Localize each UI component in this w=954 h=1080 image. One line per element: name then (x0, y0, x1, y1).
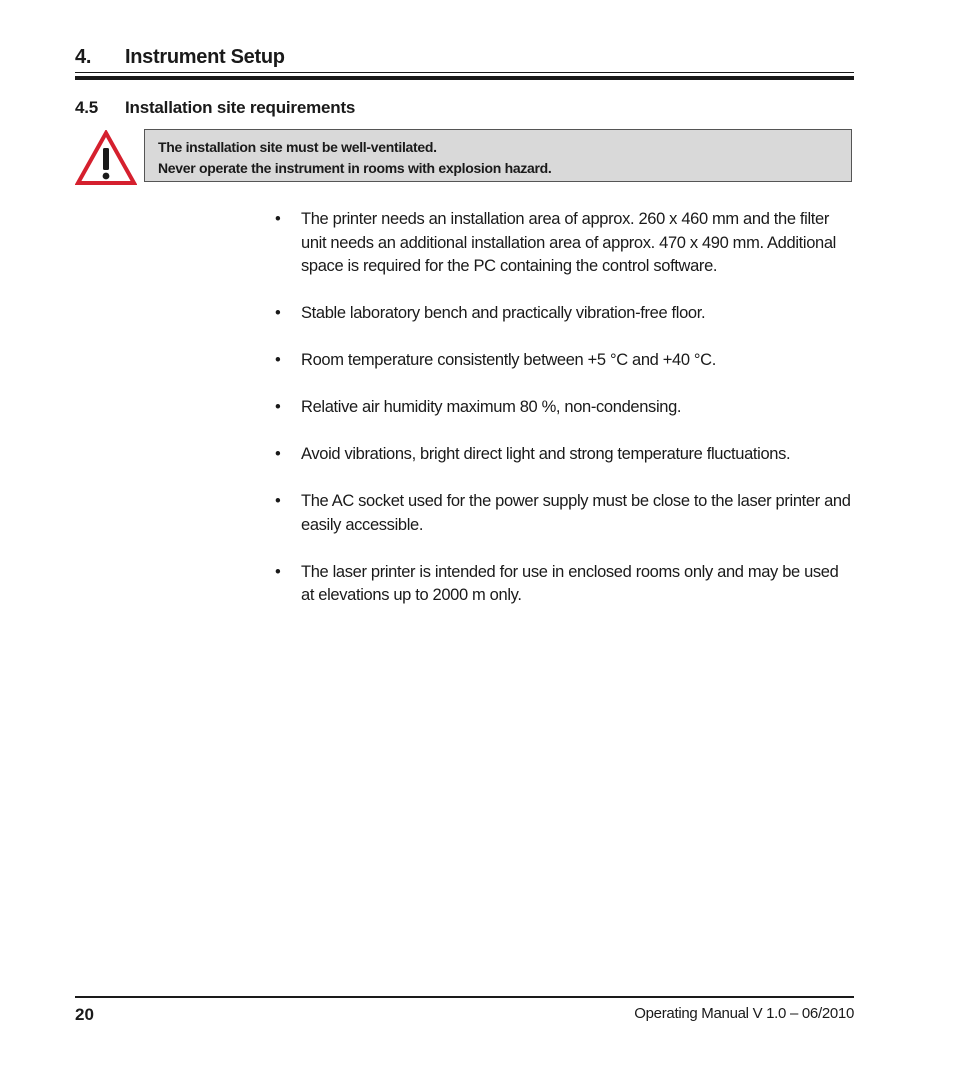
list-item (275, 490, 855, 537)
list-item-text: The laser printer is intended for use in enclosed rooms only and may be used at elevations up to 2000 m only. (301, 562, 839, 604)
footer-document-label: Operating Manual V 1.0 – 06/2010 (634, 1005, 854, 1022)
list-item-text: The printer needs an installation area of approx. 260 x 460 mm and the filter unit needs an additional installation area of approx. 470 x 490 mm. Additional space is required for the PC containing the control software. (301, 210, 836, 275)
list-item-text: Avoid vibrations, bright direct light and strong temperature fluctuations. (301, 445, 791, 463)
warning-triangle-icon (75, 130, 137, 186)
list-item (275, 208, 855, 279)
warning-line-2: Never operate the instrument in rooms with explosion hazard. (158, 160, 552, 176)
bullet-icon: • (275, 562, 281, 581)
list-item-text: The AC socket used for the power supply must be close to the laser printer and easily accessible. (301, 492, 851, 534)
header-rule-thin (75, 72, 854, 73)
list-item (275, 349, 855, 373)
warning-line-1: The installation site must be well-ventilated. (158, 139, 437, 155)
chapter-number: 4. (75, 46, 92, 68)
chapter-title: Instrument Setup (125, 46, 285, 68)
list-item-text: Stable laboratory bench and practically vibration-free floor. (301, 304, 706, 322)
requirements-list (275, 208, 855, 631)
bullet-icon: • (275, 398, 281, 416)
section-heading (75, 98, 854, 120)
list-item (275, 443, 855, 467)
list-item-text: Relative air humidity maximum 80 %, non-condensing. (301, 398, 682, 416)
bullet-icon: • (275, 492, 281, 510)
header-rule-thick (75, 76, 854, 80)
chapter-heading (75, 46, 854, 70)
bullet-icon: • (275, 445, 281, 463)
section-title: Installation site requirements (125, 98, 356, 117)
list-item (275, 396, 855, 420)
bullet-icon: • (275, 304, 281, 322)
list-item-text: Room temperature consistently between +5 °C and +40 °C. (301, 351, 716, 369)
bullet-icon: • (275, 210, 281, 228)
section-number: 4.5 (75, 98, 99, 117)
list-item (275, 561, 855, 608)
warning-box (144, 129, 852, 182)
list-item (275, 302, 855, 326)
footer-rule (75, 996, 854, 998)
page-number: 20 (75, 1005, 94, 1024)
bullet-icon: • (275, 351, 281, 369)
